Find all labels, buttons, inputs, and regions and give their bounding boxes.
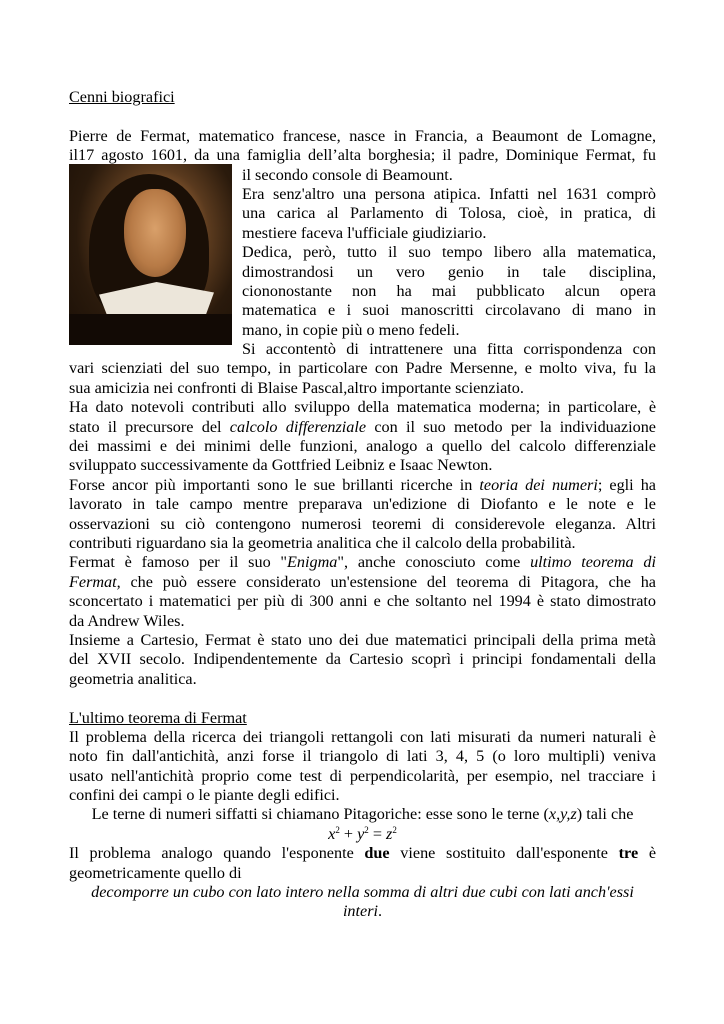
text-line: confini dei campi o le piante degli edifici. [69, 786, 340, 805]
text-line: Il problema della ricerca dei triangoli rettangoli con lati misurati da numeri naturali è [69, 727, 656, 746]
page-title: Cenni biografici [69, 88, 175, 106]
text-line: matematica e i suoi manoscritti circolavano di mano in [242, 301, 656, 320]
text-line: geometria analitica. [69, 669, 197, 688]
text-line: sviluppato successivamente da Gottfried Leibniz e Isaac Newton. [69, 456, 493, 475]
text-line: Il problema analogo quando l'esponente due viene sostituito dall'esponente tre è [69, 844, 656, 863]
quote-line: interi. [342, 902, 383, 921]
text-line: noto fin dall'antichità, anzi forse il triangolo di lati 3, 4, 5 (o loro multipli) veniva [69, 747, 656, 766]
text-line: stato il precursore del calcolo differenziale con il suo metodo per la individuazione [69, 417, 656, 436]
section-title: L'ultimo teorema di Fermat [69, 708, 247, 727]
text-line: lavorato in tale campo mentre preparava un'edizione di Diofanto e le note e le [69, 495, 656, 514]
document-body [69, 88, 656, 922]
text-line: sua amicizia nei confronti di Blaise Pascal,altro importante scienziato. [69, 378, 524, 397]
text-line: mestiere faceva l'ufficiale giudiziario. [242, 223, 487, 242]
text-line: usato nell'antichità proprio come test di perpendicolarità, per esempio, nel tracciare i [69, 766, 656, 785]
text-line: Insieme a Cartesio, Fermat è stato uno dei due matematici principali della prima metà [69, 630, 656, 649]
text-line: Si accontentò di intrattenere una fitta corrispondenza con [242, 340, 656, 359]
text-line: ciononostante non ha mai pubblicato alcun opera [242, 281, 656, 300]
text-line: dimostrandosi un vero genio in tale disciplina, [242, 262, 656, 281]
text-line: Fermat è famoso per il suo "Enigma", anche conosciuto come ultimo teorema di [69, 553, 656, 572]
text-line: Pierre de Fermat, matematico francese, nasce in Francia, a Beaumont de Lomagne, [69, 126, 656, 145]
text-line: Fermat, che può essere considerato un'estensione del teorema di Pitagora, che ha [69, 572, 656, 591]
text-line: Dedica, però, tutto il suo tempo libero alla matematica, [242, 243, 656, 262]
text-line: mano, in copie più o meno fedeli. [242, 320, 460, 339]
text-line: del XVII secolo. Indipendentemente da Cartesio scoprì i principi fondamentali della [69, 650, 656, 669]
text-line: Ha dato notevoli contributi allo sviluppo della matematica moderna; in particolare, è [69, 398, 656, 417]
text-line: contributi riguardano sia la geometria analitica che il calcolo della probabilità. [69, 533, 576, 552]
text-line: vari scienziati del suo tempo, in particolare con Padre Mersenne, e molto viva, fu la [69, 359, 656, 378]
text-line: Forse ancor più importanti sono le sue brillanti ricerche in teoria dei numeri; egli ha [69, 475, 656, 494]
text-line: il17 agosto 1601, da una famiglia dell’alta borghesia; il padre, Dominique Fermat, fu [69, 146, 656, 165]
text-line: geometricamente quello di [69, 863, 242, 882]
equation: $x^2 + y^2 = z^2$ [328, 824, 397, 843]
text-line: Era senz'altro una persona atipica. Infatti nel 1631 comprò [242, 184, 656, 203]
text-line: il secondo console di Beamount. [242, 165, 453, 184]
text-line: dei massimi e dei minimi delle funzioni, analogo a quello del calcolo differenziale [69, 437, 656, 456]
text-line: da Andrew Wiles. [69, 611, 185, 630]
text-line: Le terne di numeri siffatti si chiamano Pitagoriche: esse sono le terne (x,y,z) tali che [91, 805, 634, 824]
text-line: sconcertato i matematici per più di 300 anni e che soltanto nel 1994 è stato dimostrato [69, 592, 656, 611]
quote-line: decomporre un cubo con lato intero nella somma di altri due cubi con lati anch'essi [91, 883, 634, 902]
text-line: una carica al Parlamento di Tolosa, cioè, in pratica, di [242, 204, 656, 223]
text-line: osservazioni su ciò contengono numerosi teoremi di considerevole eleganza. Altri [69, 514, 656, 533]
